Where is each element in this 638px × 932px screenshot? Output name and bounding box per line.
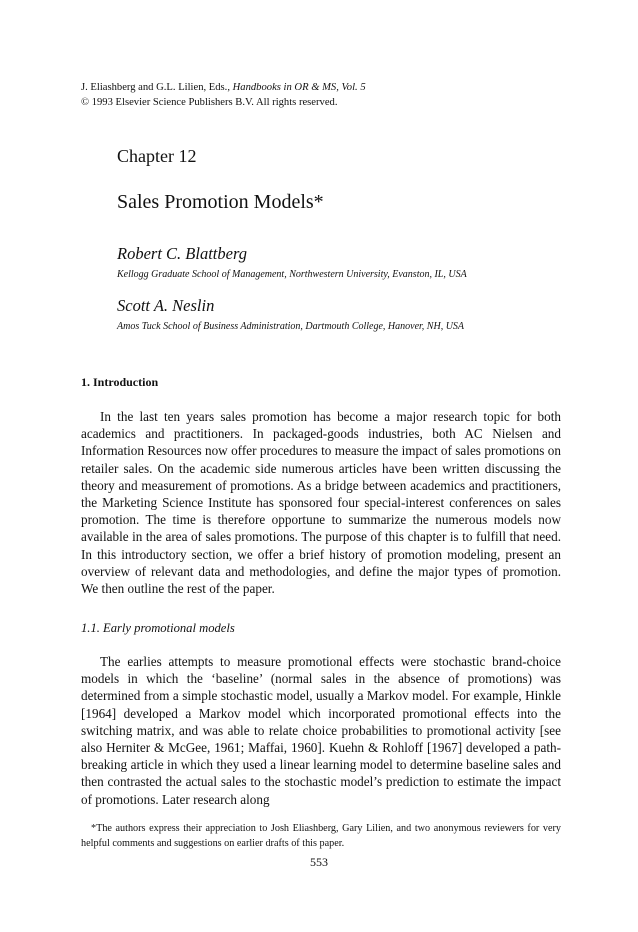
body-paragraph: The earlies attempts to measure promotional effects were stochastic brand-choice models in which the ‘baseline’ (normal sales in the absence of promotions) was determined from a simple stochastic model, usually a Markov model. For example, Hinkle [1964] developed a Markov model which incorporated promotional effects into the switching matrix, and was able to relate choice probabilities to promotional activity [see also Herniter & McGee, 1961; Maffai, 1960]. Kuehn & Rohloff [1967] developed a path-breaking article in which they used a linear learning model to determine baseline sales and then contrasted the actual sales to the stochastic model’s prediction to estimate the impact of promotions. Later research along	[81, 654, 561, 807]
author-affiliation: Kellogg Graduate School of Management, Northwestern University, Evanston, IL, USA	[117, 269, 467, 280]
chapter-label: Chapter 12	[117, 146, 197, 166]
section-heading: 1. Introduction	[81, 375, 159, 389]
chapter-title: Sales Promotion Models*	[117, 191, 324, 213]
header-editors: J. Eliashberg and G.L. Lilien, Eds.,	[81, 82, 230, 93]
author-name: Scott A. Neslin	[117, 296, 215, 315]
publication-header	[81, 80, 366, 110]
body-paragraph: In the last ten years sales promotion has become a major research topic for both academics and practitioners. In packaged-goods industries, both AC Nielsen and Information Resources now offer procedures to measure the impact of sales promotions on retailer sales. On the academic side numerous articles have been written discussing the theory and measurement of promotions. As a bridge between academics and practitioners, the Marketing Science Institute has sponsored four special-interest conferences on sales promotion. The time is therefore opportune to summarize the numerous models now available in the area of sales promotions. The purpose of this chapter is to fulfill that need. In this introductory section, we offer a brief history of promotion modeling, present an overview of relevant data and methodologies, and define the major types of promotion. We then outline the rest of the paper.	[81, 409, 561, 597]
header-copyright: © 1993 Elsevier Science Publishers B.V. All rights reserved.	[81, 97, 338, 108]
page-number: 553	[310, 855, 328, 869]
author-name: Robert C. Blattberg	[117, 244, 248, 263]
subsection-heading: 1.1. Early promotional models	[81, 621, 235, 635]
footnote: *The authors express their appreciation to Josh Eliashberg, Gary Lilien, and two anonymous reviewers for very helpful comments and suggestions on earlier drafts of this paper.	[81, 823, 561, 849]
author-affiliation: Amos Tuck School of Business Administration, Dartmouth College, Hanover, NH, USA	[117, 321, 465, 332]
header-citation-line	[81, 80, 366, 95]
header-series: Handbooks in OR & MS, Vol. 5	[232, 82, 366, 93]
